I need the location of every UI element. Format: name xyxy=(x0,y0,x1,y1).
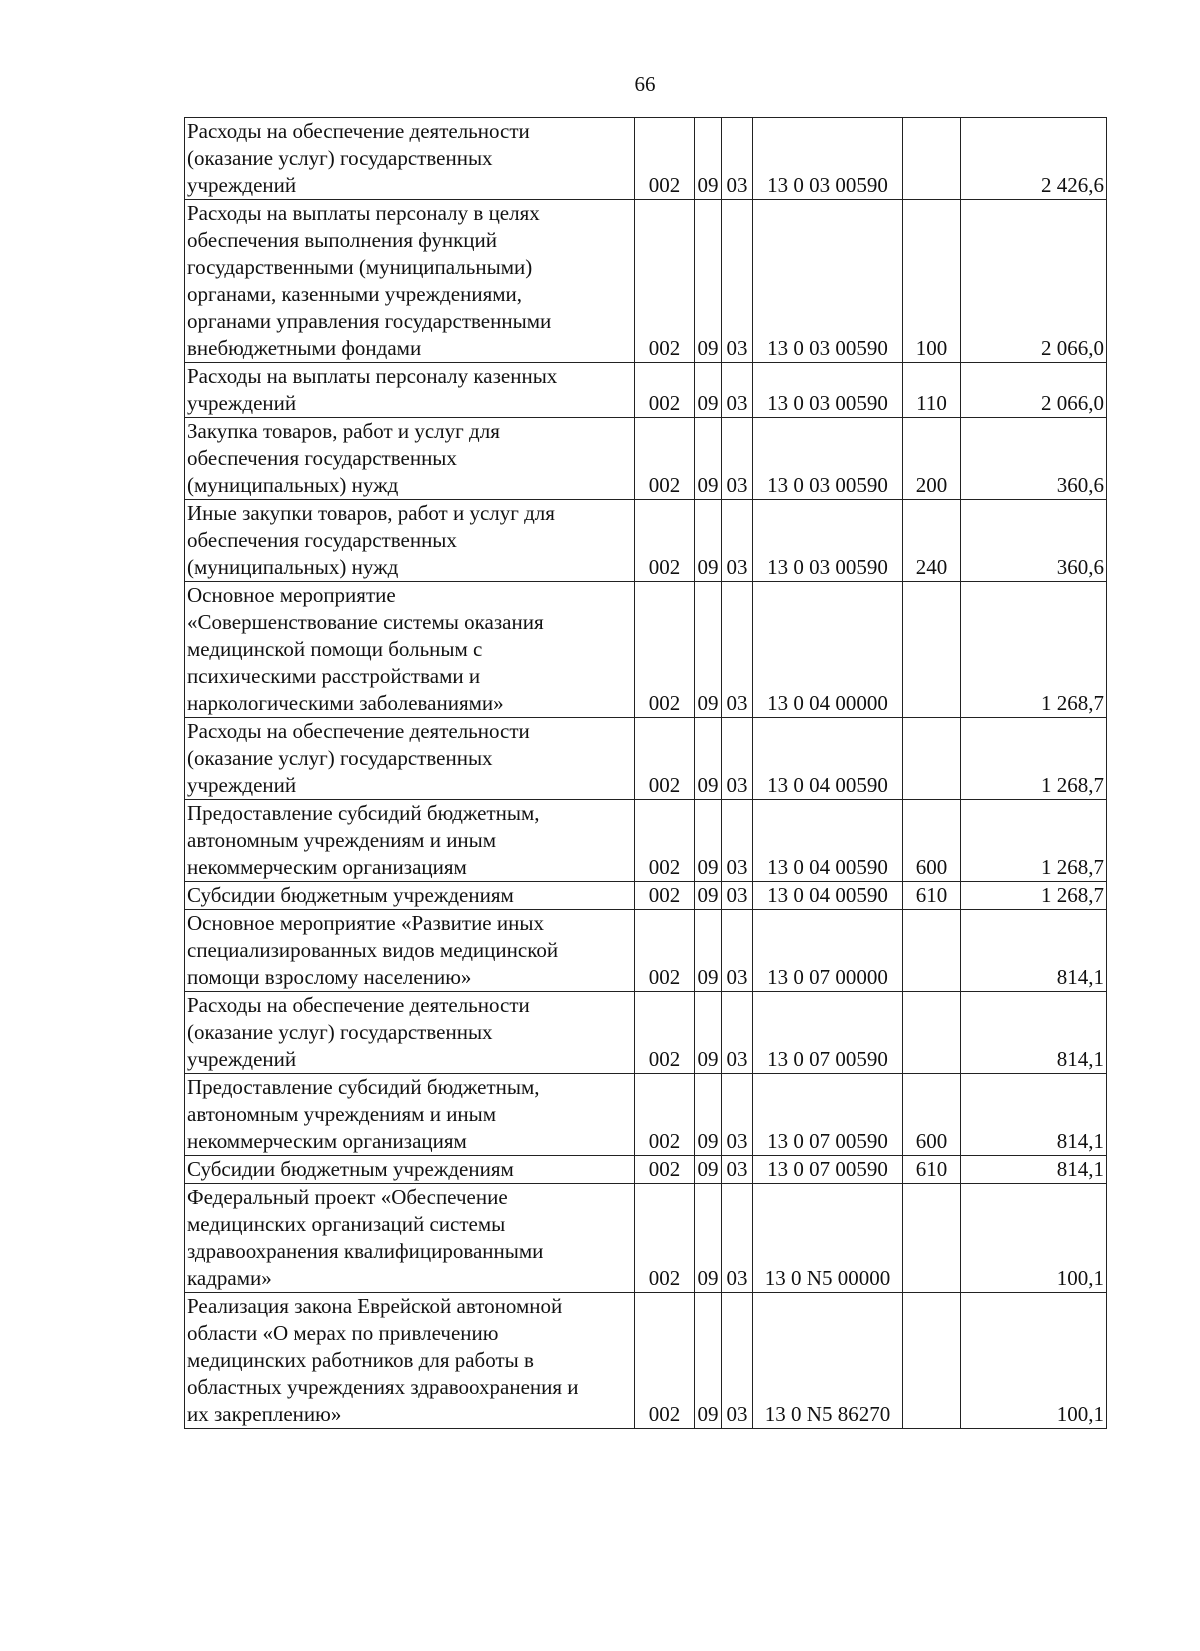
section-code-cell: 09 xyxy=(695,992,722,1074)
description-cell xyxy=(185,118,635,200)
description-line: Иные закупки товаров, работ и услуг для xyxy=(187,501,555,525)
table-row xyxy=(185,1156,1107,1184)
target-article-cell: 13 0 07 00590 xyxy=(753,1074,903,1156)
table-row xyxy=(185,418,1107,500)
ministry-code-cell: 002 xyxy=(635,1293,695,1429)
amount-cell: 814,1 xyxy=(961,992,1107,1074)
description-line: Расходы на обеспечение деятельности xyxy=(187,119,530,143)
description-cell xyxy=(185,582,635,718)
target-article-cell: 13 0 03 00590 xyxy=(753,200,903,363)
expense-type-cell xyxy=(903,118,961,200)
table-row xyxy=(185,200,1107,363)
section-code-cell: 09 xyxy=(695,1156,722,1184)
section-code-cell: 09 xyxy=(695,1293,722,1429)
section-code-cell: 09 xyxy=(695,418,722,500)
section-code-cell: 09 xyxy=(695,363,722,418)
description-line: помощи взрослому населению» xyxy=(187,965,472,989)
table-row xyxy=(185,718,1107,800)
description-line: Расходы на выплаты персоналу казенных xyxy=(187,364,558,388)
subsection-code-cell: 03 xyxy=(722,500,753,582)
budget-table-body xyxy=(185,118,1107,1429)
description-line: специализированных видов медицинской xyxy=(187,938,559,962)
table-row xyxy=(185,582,1107,718)
description-line: учреждений xyxy=(187,1047,297,1071)
description-cell xyxy=(185,1184,635,1293)
ministry-code-cell: 002 xyxy=(635,1184,695,1293)
subsection-code-cell: 03 xyxy=(722,1156,753,1184)
description-line: некоммерческим организациям xyxy=(187,855,467,879)
description-line: автономным учреждениям и иным xyxy=(187,828,497,852)
expense-type-cell xyxy=(903,718,961,800)
amount-cell: 814,1 xyxy=(961,1074,1107,1156)
amount-cell: 1 268,7 xyxy=(961,718,1107,800)
description-cell xyxy=(185,992,635,1074)
description-cell xyxy=(185,1156,635,1184)
subsection-code-cell: 03 xyxy=(722,363,753,418)
description-cell xyxy=(185,882,635,910)
description-line: органами управления государственными xyxy=(187,309,552,333)
description-cell xyxy=(185,363,635,418)
description-line: Основное мероприятие «Развитие иных xyxy=(187,911,544,935)
description-cell xyxy=(185,1074,635,1156)
section-code-cell: 09 xyxy=(695,582,722,718)
expense-type-cell xyxy=(903,1293,961,1429)
description-line: внебюджетными фондами xyxy=(187,336,422,360)
description-line: их закреплению» xyxy=(187,1402,342,1426)
amount-cell: 2 066,0 xyxy=(961,200,1107,363)
table-row xyxy=(185,500,1107,582)
ministry-code-cell: 002 xyxy=(635,882,695,910)
table-row xyxy=(185,363,1107,418)
expense-type-cell xyxy=(903,992,961,1074)
ministry-code-cell: 002 xyxy=(635,418,695,500)
subsection-code-cell: 03 xyxy=(722,882,753,910)
target-article-cell: 13 0 03 00590 xyxy=(753,500,903,582)
amount-cell: 1 268,7 xyxy=(961,882,1107,910)
section-code-cell: 09 xyxy=(695,882,722,910)
amount-cell: 1 268,7 xyxy=(961,582,1107,718)
description-line: учреждений xyxy=(187,173,297,197)
table-row xyxy=(185,800,1107,882)
target-article-cell: 13 0 07 00000 xyxy=(753,910,903,992)
description-line: кадрами» xyxy=(187,1266,272,1290)
amount-cell: 2 426,6 xyxy=(961,118,1107,200)
section-code-cell: 09 xyxy=(695,500,722,582)
subsection-code-cell: 03 xyxy=(722,1074,753,1156)
description-line: Расходы на обеспечение деятельности xyxy=(187,719,530,743)
ministry-code-cell: 002 xyxy=(635,718,695,800)
description-cell xyxy=(185,418,635,500)
amount-cell: 814,1 xyxy=(961,910,1107,992)
table-row xyxy=(185,910,1107,992)
page-number: 66 xyxy=(634,72,656,96)
expense-type-cell: 600 xyxy=(903,800,961,882)
subsection-code-cell: 03 xyxy=(722,418,753,500)
table-row xyxy=(185,118,1107,200)
amount-cell: 360,6 xyxy=(961,418,1107,500)
description-line: государственными (муниципальными) xyxy=(187,255,533,279)
description-line: обеспечения государственных xyxy=(187,528,457,552)
subsection-code-cell: 03 xyxy=(722,718,753,800)
description-line: медицинских работников для работы в xyxy=(187,1348,534,1372)
description-line: Федеральный проект «Обеспечение xyxy=(187,1185,508,1209)
subsection-code-cell: 03 xyxy=(722,1293,753,1429)
expense-type-cell: 100 xyxy=(903,200,961,363)
ministry-code-cell: 002 xyxy=(635,1074,695,1156)
expense-type-cell xyxy=(903,910,961,992)
description-line: учреждений xyxy=(187,391,297,415)
description-line: «Совершенствование системы оказания xyxy=(187,610,544,634)
description-line: обеспечения государственных xyxy=(187,446,457,470)
subsection-code-cell: 03 xyxy=(722,582,753,718)
target-article-cell: 13 0 03 00590 xyxy=(753,118,903,200)
ministry-code-cell: 002 xyxy=(635,800,695,882)
description-line: обеспечения выполнения функций xyxy=(187,228,498,252)
description-line: (оказание услуг) государственных xyxy=(187,1020,493,1044)
subsection-code-cell: 03 xyxy=(722,1184,753,1293)
ministry-code-cell: 002 xyxy=(635,910,695,992)
expense-type-cell: 240 xyxy=(903,500,961,582)
expense-type-cell: 200 xyxy=(903,418,961,500)
section-code-cell: 09 xyxy=(695,718,722,800)
description-cell xyxy=(185,718,635,800)
description-line: областных учреждениях здравоохранения и xyxy=(187,1375,579,1399)
description-line: автономным учреждениям и иным xyxy=(187,1102,497,1126)
target-article-cell: 13 0 04 00590 xyxy=(753,718,903,800)
section-code-cell: 09 xyxy=(695,1184,722,1293)
ministry-code-cell: 002 xyxy=(635,582,695,718)
description-line: учреждений xyxy=(187,773,297,797)
amount-cell: 100,1 xyxy=(961,1293,1107,1429)
table-row xyxy=(185,1293,1107,1429)
description-line: Субсидии бюджетным учреждениям xyxy=(187,883,514,907)
section-code-cell: 09 xyxy=(695,1074,722,1156)
amount-cell: 360,6 xyxy=(961,500,1107,582)
amount-cell: 2 066,0 xyxy=(961,363,1107,418)
expense-type-cell: 110 xyxy=(903,363,961,418)
description-cell xyxy=(185,800,635,882)
subsection-code-cell: 03 xyxy=(722,992,753,1074)
description-line: (оказание услуг) государственных xyxy=(187,746,493,770)
description-line: наркологическими заболеваниями» xyxy=(187,691,504,715)
description-line: психическими расстройствами и xyxy=(187,664,481,688)
description-line: Расходы на обеспечение деятельности xyxy=(187,993,530,1017)
description-cell xyxy=(185,500,635,582)
ministry-code-cell: 002 xyxy=(635,363,695,418)
ministry-code-cell: 002 xyxy=(635,200,695,363)
target-article-cell: 13 0 N5 86270 xyxy=(753,1293,903,1429)
subsection-code-cell: 03 xyxy=(722,200,753,363)
target-article-cell: 13 0 03 00590 xyxy=(753,418,903,500)
target-article-cell: 13 0 04 00000 xyxy=(753,582,903,718)
description-line: (муниципальных) нужд xyxy=(187,473,399,497)
description-line: некоммерческим организациям xyxy=(187,1129,467,1153)
description-line: медицинской помощи больным с xyxy=(187,637,483,661)
description-line: Предоставление субсидий бюджетным, xyxy=(187,801,540,825)
section-code-cell: 09 xyxy=(695,118,722,200)
target-article-cell: 13 0 07 00590 xyxy=(753,1156,903,1184)
ministry-code-cell: 002 xyxy=(635,118,695,200)
expense-type-cell xyxy=(903,1184,961,1293)
table-row xyxy=(185,1184,1107,1293)
expense-type-cell: 610 xyxy=(903,882,961,910)
description-line: (оказание услуг) государственных xyxy=(187,146,493,170)
ministry-code-cell: 002 xyxy=(635,500,695,582)
ministry-code-cell: 002 xyxy=(635,992,695,1074)
section-code-cell: 09 xyxy=(695,200,722,363)
expense-type-cell: 600 xyxy=(903,1074,961,1156)
target-article-cell: 13 0 03 00590 xyxy=(753,363,903,418)
budget-table xyxy=(184,117,1107,1429)
description-line: Закупка товаров, работ и услуг для xyxy=(187,419,500,443)
amount-cell: 814,1 xyxy=(961,1156,1107,1184)
amount-cell: 100,1 xyxy=(961,1184,1107,1293)
description-line: медицинских организаций системы xyxy=(187,1212,506,1236)
section-code-cell: 09 xyxy=(695,910,722,992)
target-article-cell: 13 0 04 00590 xyxy=(753,882,903,910)
target-article-cell: 13 0 N5 00000 xyxy=(753,1184,903,1293)
description-line: органами, казенными учреждениями, xyxy=(187,282,523,306)
expense-type-cell xyxy=(903,582,961,718)
description-line: Реализация закона Еврейской автономной xyxy=(187,1294,563,1318)
description-line: Предоставление субсидий бюджетным, xyxy=(187,1075,540,1099)
target-article-cell: 13 0 07 00590 xyxy=(753,992,903,1074)
description-line: Субсидии бюджетным учреждениям xyxy=(187,1157,514,1181)
description-cell xyxy=(185,1293,635,1429)
subsection-code-cell: 03 xyxy=(722,118,753,200)
table-row xyxy=(185,1074,1107,1156)
description-line: области «О мерах по привлечению xyxy=(187,1321,499,1345)
expense-type-cell: 610 xyxy=(903,1156,961,1184)
description-line: (муниципальных) нужд xyxy=(187,555,399,579)
table-row xyxy=(185,882,1107,910)
amount-cell: 1 268,7 xyxy=(961,800,1107,882)
section-code-cell: 09 xyxy=(695,800,722,882)
subsection-code-cell: 03 xyxy=(722,910,753,992)
subsection-code-cell: 03 xyxy=(722,800,753,882)
description-cell xyxy=(185,910,635,992)
description-cell xyxy=(185,200,635,363)
ministry-code-cell: 002 xyxy=(635,1156,695,1184)
table-row xyxy=(185,992,1107,1074)
target-article-cell: 13 0 04 00590 xyxy=(753,800,903,882)
description-line: Расходы на выплаты персоналу в целях xyxy=(187,201,540,225)
description-line: здравоохранения квалифицированными xyxy=(187,1239,544,1263)
description-line: Основное мероприятие xyxy=(187,583,396,607)
